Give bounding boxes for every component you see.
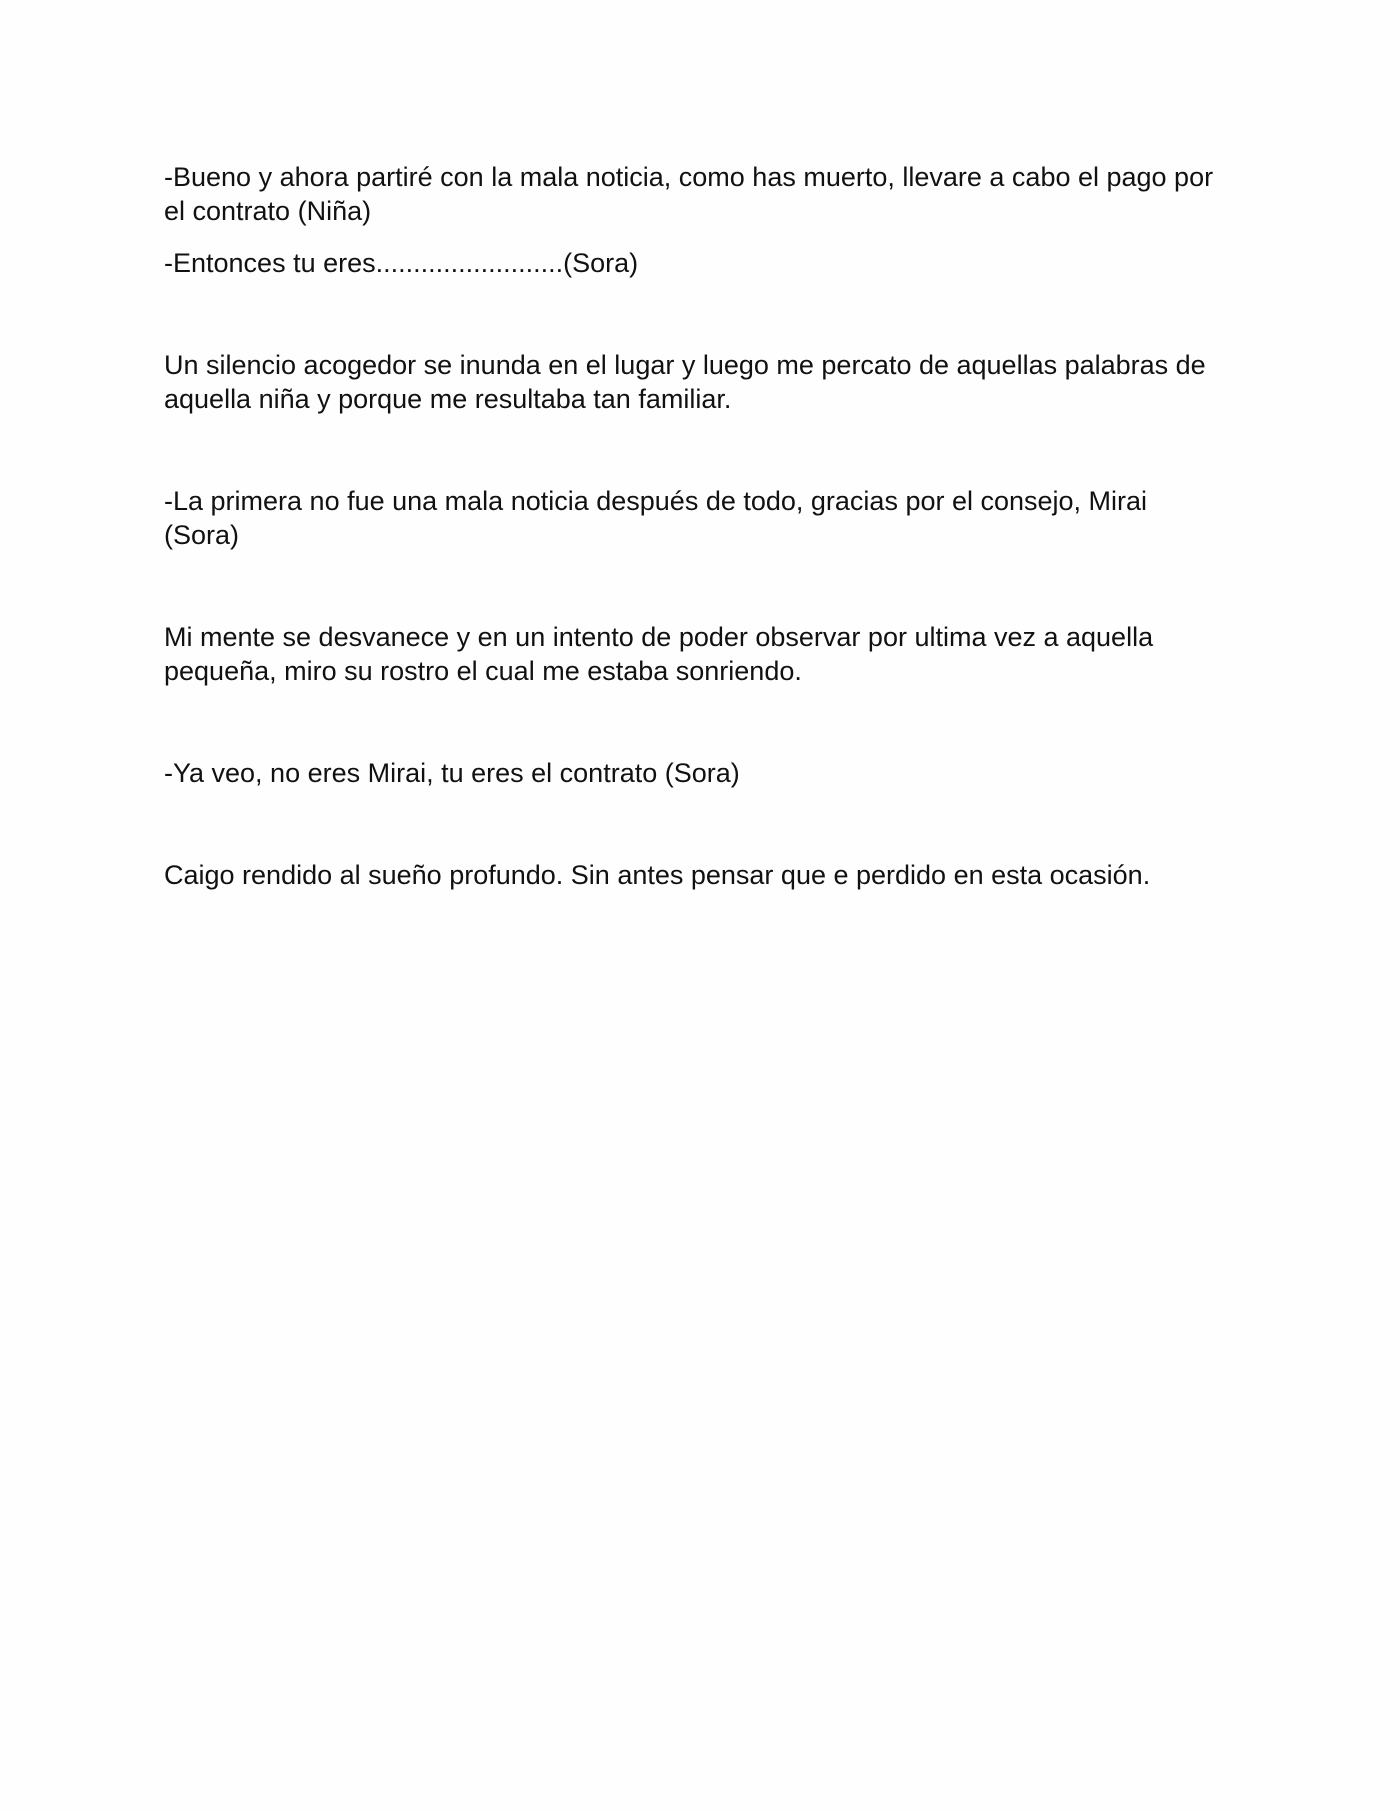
paragraph-spacer [164,552,1244,620]
paragraph-spacer [164,280,1244,348]
paragraph-spacer [164,688,1244,756]
paragraph-3: Un silencio acogedor se inunda en el lugar y luego me percato de aquellas palabras de aquella niña y porque me resultaba tan familiar. [164,350,1214,414]
document-body [164,160,1244,892]
paragraph-2: -Entonces tu eres.........................(Sora) [164,248,639,278]
paragraph-6: -Ya veo, no eres Mirai, tu eres el contrato (Sora) [164,758,740,788]
paragraph-spacer [164,790,1244,858]
paragraph-5: Mi mente se desvanece y en un intento de poder observar por ultima vez a aquella pequeña, miro su rostro el cual me estaba sonriendo. [164,622,1161,686]
paragraph-1: -Bueno y ahora partiré con la mala noticia, como has muerto, llevare a cabo el pago por el contrato (Niña) [164,162,1221,226]
paragraph-spacer [164,416,1244,484]
paragraph-spacer [164,228,1244,246]
paragraph-4: -La primera no fue una mala noticia después de todo, gracias por el consejo, Mirai (Sora) [164,486,1155,550]
paragraph-7: Caigo rendido al sueño profundo. Sin antes pensar que e perdido en esta ocasión. [164,860,1151,890]
